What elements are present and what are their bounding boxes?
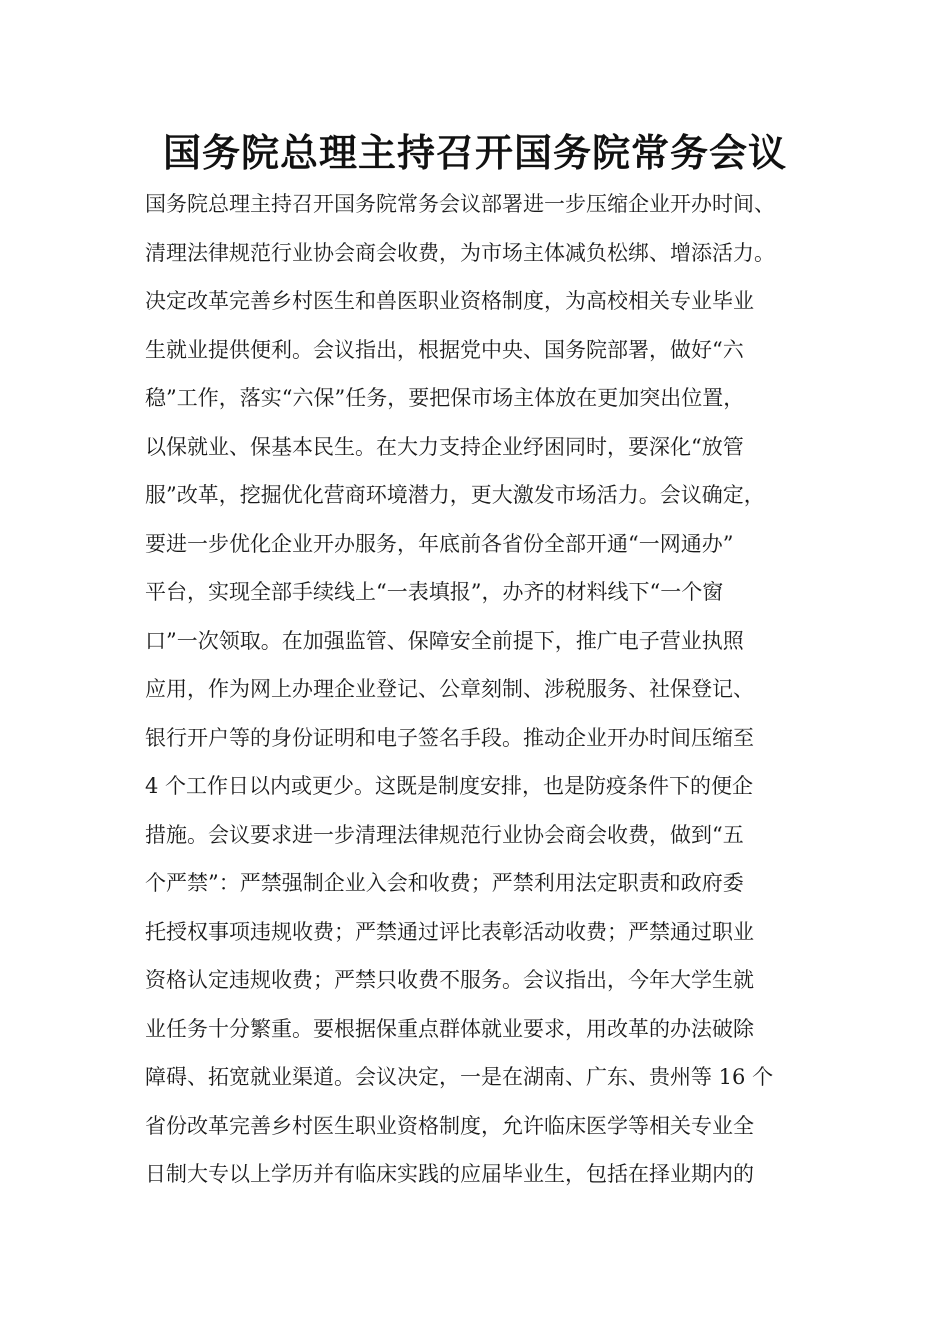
body-line: 服”改革，挖掘优化营商环境潜力，更大激发市场活力。会议确定， [145, 483, 765, 507]
body-line: 口”一次领取。在加强监管、保障安全前提下，推广电子营业执照 [145, 628, 744, 653]
body-line: 生就业提供便利。会议指出，根据党中央、国务院部署，做好“六 [145, 337, 744, 362]
body-line: 障碍、拓宽就业渠道。会议决定，一是在湖南、广东、贵州等 16 个 [145, 1065, 774, 1089]
body-line: 个严禁”：严禁强制企业入会和收费；严禁利用法定职责和政府委 [145, 871, 744, 895]
body-line: 省份改革完善乡村医生职业资格制度，允许临床医学等相关专业全 [145, 1113, 754, 1138]
body-line: 银行开户等的身份证明和电子签名手段。推动企业开办时间压缩至 [145, 725, 754, 750]
body-line: 要进一步优化企业开办服务，年底前各省份全部开通“一网通办” [145, 531, 734, 556]
body-line: 平台，实现全部手续线上“一表填报”，办齐的材料线下“一个窗 [145, 580, 724, 604]
body-line: 业任务十分繁重。要根据保重点群体就业要求，用改革的办法破除 [145, 1016, 754, 1041]
body-line: 4 个工作日以内或更少。这既是制度安排，也是防疫条件下的便企 [145, 774, 754, 798]
body-line: 应用，作为网上办理企业登记、公章刻制、涉税服务、社保登记、 [145, 677, 754, 701]
body-line: 稳”工作，落实“六保”任务，要把保市场主体放在更加突出位置， [145, 386, 745, 410]
body-line: 日制大专以上学历并有临床实践的应届毕业生，包括在择业期内的 [145, 1162, 754, 1186]
body-line: 措施。会议要求进一步清理法律规范行业协会商会收费，做到“五 [145, 822, 744, 847]
document-body [145, 180, 835, 1199]
body-line: 资格认定违规收费；严禁只收费不服务。会议指出，今年大学生就 [145, 968, 754, 992]
body-line: 决定改革完善乡村医生和兽医职业资格制度，为高校相关专业毕业 [145, 289, 754, 313]
body-line: 国务院总理主持召开国务院常务会议部署进一步压缩企业开办时间、 [145, 192, 775, 216]
body-line: 托授权事项违规收费；严禁通过评比表彰活动收费；严禁通过职业 [145, 919, 754, 944]
body-line: 以保就业、保基本民生。在大力支持企业纾困同时，要深化“放管 [145, 434, 744, 459]
body-line: 清理法律规范行业协会商会收费，为市场主体减负松绑、增添活力。 [145, 240, 775, 265]
document-title: 国务院总理主持召开国务院常务会议 [162, 131, 787, 175]
